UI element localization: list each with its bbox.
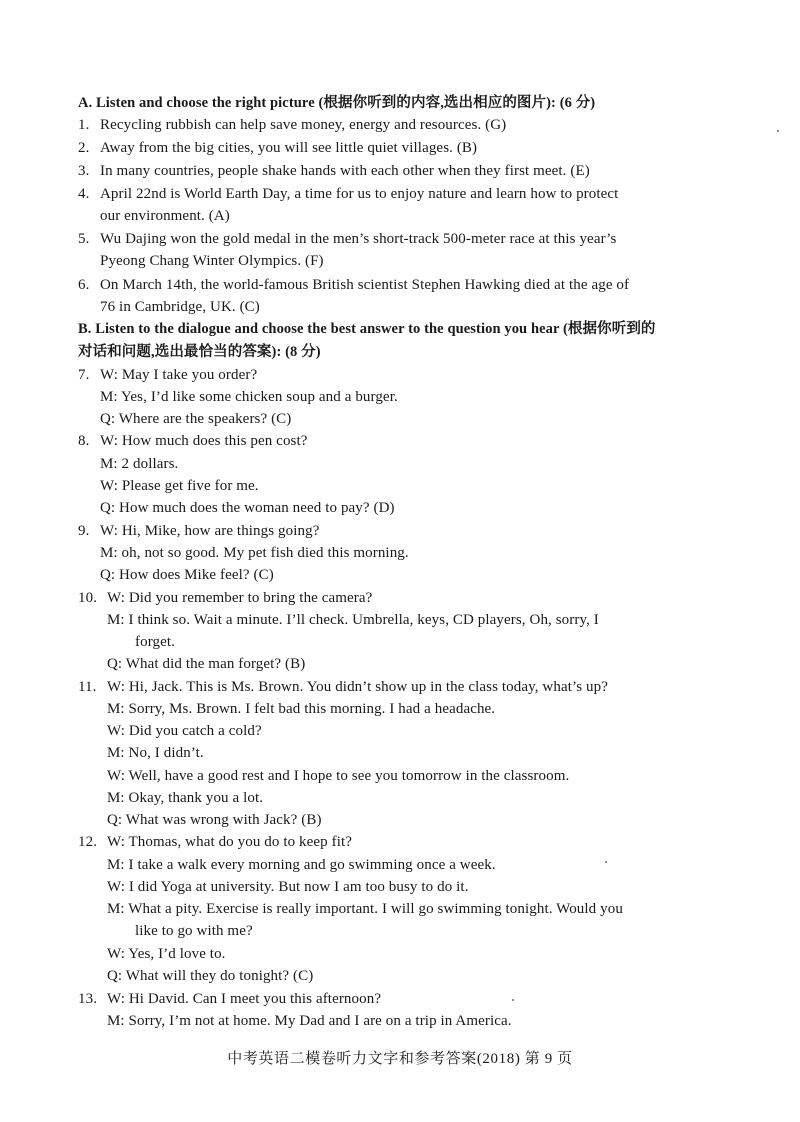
dialogue-line: M: Okay, thank you a lot. [107, 790, 264, 806]
scan-speck [605, 861, 607, 863]
dialogue-question: Q: How does Mike feel? (C) [100, 567, 274, 583]
dialogue-line: W: Hi, Jack. This is Ms. Brown. You didn’t show up in the class today, what’s up? [107, 679, 609, 695]
item-5-number: 5. [78, 231, 90, 247]
dialogue-line: W: Thomas, what do you do to keep fit? [107, 834, 353, 850]
dialogue-line: W: May I take you order? [100, 367, 258, 383]
dialogue-question: Q: How much does the woman need to pay? (D) [100, 500, 395, 516]
item-13-number: 13. [78, 991, 98, 1007]
dialogue-line-cont: forget. [135, 634, 175, 650]
dialogue-question: Q: What will they do tonight? (C) [107, 968, 314, 984]
item-10-number: 10. [78, 590, 98, 606]
dialogue-line: W: How much does this pen cost? [100, 433, 308, 449]
dialogue-line: W: Hi David. Can I meet you this afternoon? [107, 991, 382, 1007]
section-a-title: A. Listen and choose the right picture (根据你听到的内容,选出相应的图片): (6 分) [78, 95, 596, 111]
section-b-title-cont: 对话和问题,选出最恰当的答案): (8 分) [78, 344, 321, 360]
dialogue-line: M: Sorry, Ms. Brown. I felt bad this morning. I had a headache. [107, 701, 496, 717]
item-2-text: Away from the big cities, you will see little quiet villages. (B) [100, 140, 478, 156]
dialogue-line: M: 2 dollars. [100, 456, 179, 472]
item-3-number: 3. [78, 163, 90, 179]
page-footer: 中考英语二模卷听力文字和参考答案(2018) 第 9 页 [227, 1051, 573, 1067]
dialogue-line: W: Well, have a good rest and I hope to see you tomorrow in the classroom. [107, 768, 570, 784]
dialogue-line-cont: like to go with me? [135, 923, 253, 939]
dialogue-line: M: oh, not so good. My pet fish died this morning. [100, 545, 409, 561]
dialogue-question: Q: What was wrong with Jack? (B) [107, 812, 322, 828]
dialogue-line: W: Yes, I’d love to. [107, 946, 226, 962]
item-4-number: 4. [78, 186, 90, 202]
dialogue-line: M: I take a walk every morning and go swimming once a week. [107, 857, 496, 873]
item-3-text: In many countries, people shake hands with each other when they first meet. (E) [100, 163, 590, 179]
item-4-text-cont: our environment. (A) [100, 208, 230, 224]
item-6-text: On March 14th, the world-famous British scientist Stephen Hawking died at the age of [100, 277, 630, 293]
section-b-title: B. Listen to the dialogue and choose the best answer to the question you hear (根据你听到的 [78, 321, 656, 337]
dialogue-question: Q: What did the man forget? (B) [107, 656, 306, 672]
dialogue-line: W: Did you catch a cold? [107, 723, 262, 739]
dialogue-line: M: No, I didn’t. [107, 745, 204, 761]
item-4-text: April 22nd is World Earth Day, a time for us to enjoy nature and learn how to protect [100, 186, 619, 202]
item-5-text: Wu Dajing won the gold medal in the men’s short-track 500-meter race at this year’s [100, 231, 617, 247]
item-6-number: 6. [78, 277, 90, 293]
dialogue-line: W: Hi, Mike, how are things going? [100, 523, 320, 539]
item-1-text: Recycling rubbish can help save money, energy and resources. (G) [100, 117, 507, 133]
dialogue-line: M: Sorry, I’m not at home. My Dad and I are on a trip in America. [107, 1013, 512, 1029]
item-6-text-cont: 76 in Cambridge, UK. (C) [100, 299, 260, 315]
item-2-number: 2. [78, 140, 90, 156]
item-11-number: 11. [78, 679, 97, 695]
dialogue-question: Q: Where are the speakers? (C) [100, 411, 292, 427]
item-1-number: 1. [78, 117, 90, 133]
item-5-text-cont: Pyeong Chang Winter Olympics. (F) [100, 253, 324, 269]
dialogue-line: M: I think so. Wait a minute. I’ll check. Umbrella, keys, CD players, Oh, sorry, I [107, 612, 599, 628]
item-7-number: 7. [78, 367, 90, 383]
dialogue-line: M: What a pity. Exercise is really important. I will go swimming tonight. Would you [107, 901, 623, 917]
dialogue-line: W: I did Yoga at university. But now I am too busy to do it. [107, 879, 469, 895]
item-12-number: 12. [78, 834, 98, 850]
scan-speck [512, 999, 514, 1001]
dialogue-line: W: Please get five for me. [100, 478, 259, 494]
dialogue-line: M: Yes, I’d like some chicken soup and a burger. [100, 389, 398, 405]
dialogue-line: W: Did you remember to bring the camera? [107, 590, 373, 606]
item-9-number: 9. [78, 523, 90, 539]
scan-speck [777, 130, 779, 132]
item-8-number: 8. [78, 433, 90, 449]
